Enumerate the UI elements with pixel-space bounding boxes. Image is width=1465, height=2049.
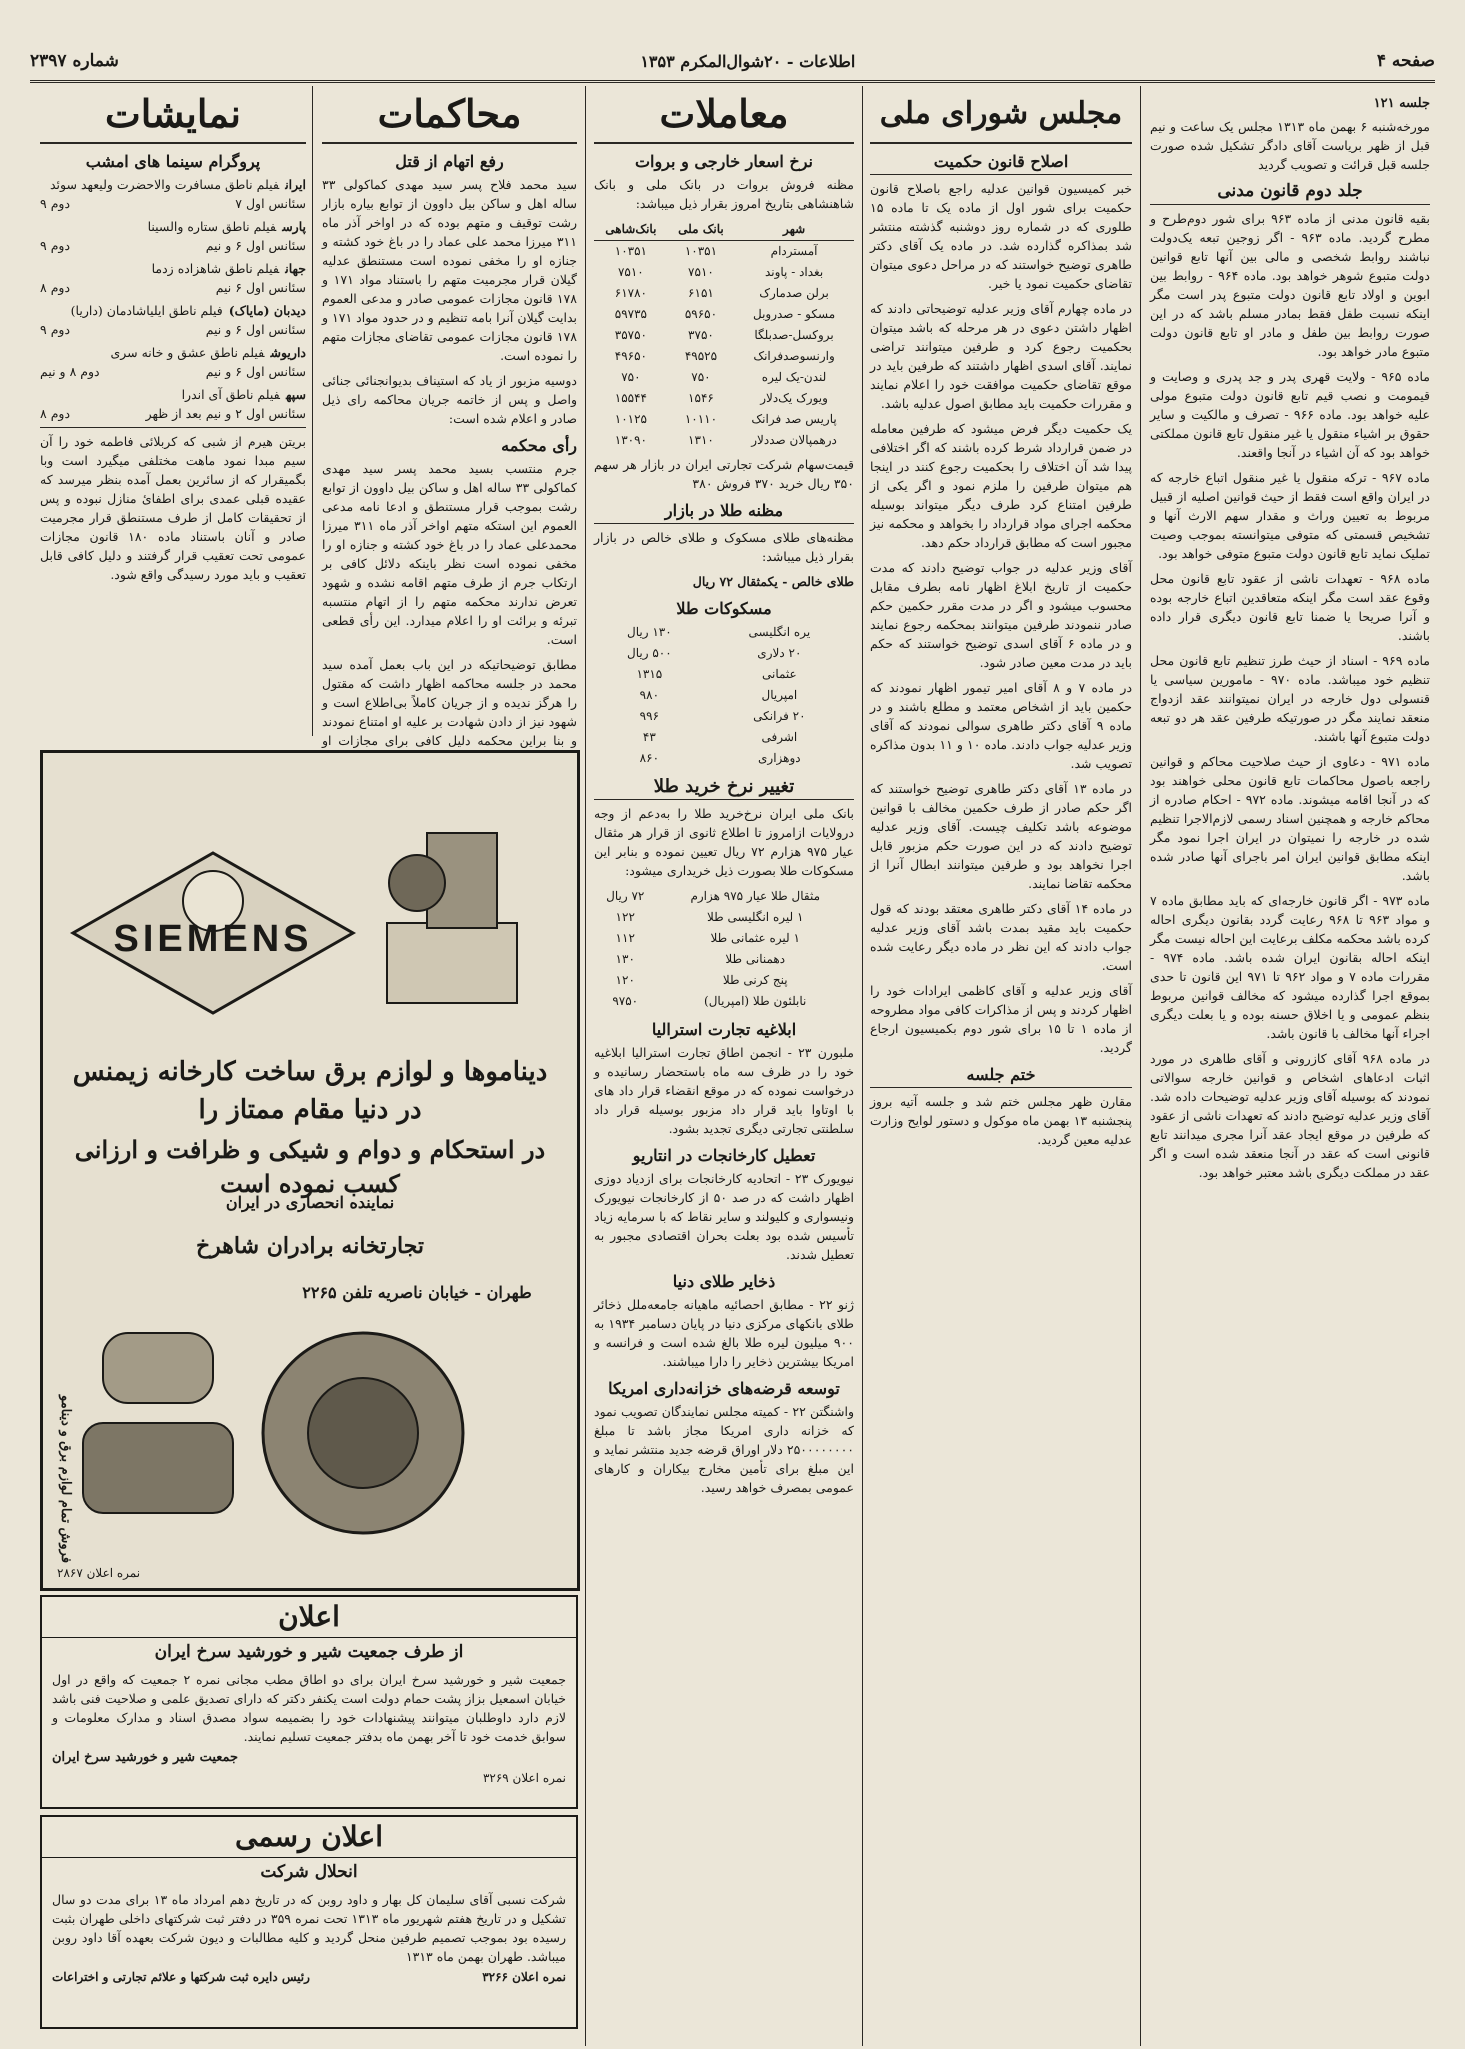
notice-body: جمعیت شیر و خورشید سرخ ایران برای دو اطاق مطب مجانی نمره ۲ جمعیت که واقع در اول خیابان اسمعیل بزاز پشت حمام دولت است یکنفر دکتر که دارای تصدیق علمی و صلاحیت فنی باشد لازم دارد داوطلبان میتوانند پیشنهادات خود را بضمیمه سواد مصدق اسناد و مدارک معلومات و سوابق خدمت خود تا آخر بهمن ماه بدفتر جمعیت تسلیم نمایند.	[52, 1672, 566, 1744]
table-row	[594, 685, 854, 706]
table-cell: نابلئون طلا (امپریال)	[704, 994, 807, 1008]
table-row	[594, 907, 854, 928]
exchange-rates-table	[594, 219, 854, 451]
table-row	[594, 643, 854, 664]
gold-change-table	[594, 886, 854, 1012]
majlis-column-a	[1150, 86, 1430, 2046]
table-cell: ۷۵۰	[691, 370, 711, 384]
cinema-entry	[40, 217, 306, 255]
table-row	[594, 346, 854, 367]
exchange-rates-intro: مظنه فروش بروات در بانک ملی و بانک شاهنشاهی بتاریخ امروز بقرار ذیل میباشد:	[594, 177, 854, 211]
showtime: دوم ۹	[40, 196, 71, 211]
session-intro: مورخه‌شنبه ۶ بهمن ماه ۱۳۱۳ مجلس یک ساعت و نیم قبل از ظهر بریاست آقای دادگر تشکیل شده صورت جلسه قبل قرائت و تصویب گردید	[1150, 119, 1430, 172]
world-gold-text: ژنو ۲۲ - مطابق احصائیه ماهیانه جامعه‌ملل ذخائر طلای بانکهای مرکزی دنیا در پایان دسامبر ۱۹۳۴ به ۹۰۰ میلیون لیره طلا بالغ شده است و فرانسه و امریکا بیشترین ذخایر را دارا میباشند.	[594, 1297, 855, 1369]
table-cell: ۱۳۱۰	[688, 433, 714, 447]
table-cell: ۱۲۲	[615, 910, 635, 924]
table-cell: مسکو - صدروبل	[752, 307, 836, 321]
shows-title: نمایشات	[40, 86, 306, 144]
showtime: سئانس اول ۶ و نیم	[205, 238, 306, 253]
table-cell: ۳۵۷۵۰	[614, 328, 647, 342]
cinema-entry	[40, 301, 306, 339]
showtime: دوم ۸ و نیم	[40, 364, 100, 379]
table-cell: بغداد - پاوند	[764, 265, 824, 279]
table-cell: ۱۱۲	[615, 931, 635, 945]
table-cell: ۷۵۱۰	[688, 265, 714, 279]
table-row	[594, 949, 854, 970]
cinema-film: فیلم ناطق ستاره والسینا	[147, 219, 277, 234]
masthead	[30, 42, 1435, 83]
brand-name: SIEMENS	[113, 918, 313, 960]
trials-title: محاکمات	[322, 86, 577, 144]
table-cell: ۶۱۷۸۰	[614, 286, 647, 300]
table-row	[594, 664, 854, 685]
us-debt-heading: توسعه قرضه‌های خزانه‌داری امریکا	[608, 1379, 840, 1398]
majlis-text: در ماده ۱۴ آقای دکتر طاهری معتقد بودند که قول حکمیت باید مقید بمدت باشد آقای وزیر عدلیه جواب دادند که این نظر در ماده دیگر رعایت شده است.	[870, 901, 1132, 973]
table-row	[594, 991, 854, 1012]
table-cell: ۱۵۵۴۴	[614, 391, 647, 405]
table-cell: دهمنانی طلا	[725, 952, 786, 966]
table-cell: پنج کرنی طلا	[722, 973, 788, 987]
generator-illustration-icon	[63, 1313, 523, 1543]
majlis-column-b	[870, 86, 1132, 2046]
trial-text: جرم منتسب بسید محمد پسر سید مهدی کماکولی ۳۳ ساله اهل و ساکن بیل داوون از توابع رشت بموجب قرار مستنطق و ادعا نامه مدعی العموم این استکه متهم اواخر آذر ماه ۳۱۱ میرزا محمدعلی عماد را در باغ خود کشته و جنازه او را مخفی نموده است نظر باینکه دلائل کافی بر ارتکاب جرم از طرف متهم اقامه نشده و شهود تعرض ندارند محکمه متهم را از اتهام منتسبه تبرئه و برائت او را اعلام میدارد. این رأی قطعی است.	[322, 461, 577, 647]
cinema-film: فیلم ناطق مسافرت والاحضرت ولیعهد سوئد	[50, 177, 280, 192]
table-row	[594, 430, 854, 451]
table-cell: اشرفی	[761, 730, 798, 744]
ad-number: نمره اعلان ۲۸۶۷	[57, 1566, 141, 1580]
coins-table	[594, 622, 854, 769]
notice-body: شرکت نسبی آقای سلیمان کل بهار و داود روبن که در تاریخ دهم امرداد ماه ۱۳ برای مدت دو سال تشکیل و در تاریخ هفتم شهریور ماه ۱۳۱۳ تحت نمره ۳۵۹ در دفتر ثبت شرکتهای داخلی طهران بثبت رسیده بود بموجب تصمیم طرفین منحل گردید و کلیه مطالبات و دیون شرکت بعهده آقا داود روبن میباشد. طهران بهمن ماه ۱۳۱۳	[52, 1892, 566, 1964]
cinema-film: فیلم ناطق شاهزاده زدما	[151, 261, 280, 276]
gold-change-heading: تغییر نرخ خرید طلا	[594, 777, 854, 800]
showtime: دوم ۹	[40, 238, 71, 253]
page-number: صفحه ۴	[1376, 51, 1435, 71]
table-cell: ۷۵۱۰	[617, 265, 644, 279]
table-cell: امپریال	[761, 688, 798, 702]
gold-change-text: بانک ملی ایران نرخ‌خرید طلا را به‌دعم از وجه درولایات ازامروز تا اطلاع ثانوی از قرار هر مثقال عیار ۹۷۵ هزارم ۷۲ ریال تعیین نموده و بنابر این مسکوکات طلا بصورت ذیل خریداری میشود:	[594, 806, 854, 878]
trials-column	[322, 86, 578, 748]
table-cell: ۱۳۱۵	[636, 667, 663, 681]
notice-title: اعلان رسمی	[42, 1817, 576, 1858]
table-cell: ۵۰۰ ریال	[627, 646, 672, 660]
transactions-column	[594, 86, 854, 2046]
table-row	[594, 748, 854, 769]
table-cell: لندن-یک لیره	[761, 370, 827, 384]
table-row	[594, 388, 854, 409]
cinema-name: دیدبان (مایاک)	[228, 303, 306, 318]
majlis-text: در ماده ۹۶۸ آقای کازرونی و آقای طاهری در مورد اثبات ادعاهای اشخاص و قوانین خارجه سوالاتی نمودند که بوسیله آقای وزیر عدلیه توضیحات داده شد. آقای وزیر عدلیه توضیح دادند که تعهدات ناشی از عقود که طرفین در موقع ایجاد عقد آنرا مجری میدانند تابع قانونی است که عقد در آنجا منعقد شده است و اگر عقد در مملکت دیگری باشد معتبر خواهد بود.	[1150, 1051, 1430, 1180]
session-number: جلسه ۱۲۱	[1373, 96, 1430, 111]
ad-side-text: فروش تمام لوازم برق و دینامو	[58, 1394, 73, 1563]
cinema-list	[40, 175, 306, 423]
majlis-text: ماده ۹۶۵ - ولایت قهری پدر و جد پدری و وصایت و قیمومت و نصب قیم تابع قانون دولت متبوع مولی علیه خواهد بود. ماده ۹۶۶ - تصرف و مالکیت و سایر حقوق بر اشیاء منقول یا غیر منقول تابع قانون مملکتی خواهد بود که آن اشیاء در آنجا واقعند.	[1150, 369, 1431, 460]
cinema-entry	[40, 385, 306, 423]
table-row	[594, 727, 854, 748]
masthead-date: اطلاعات - ۲۰شوال‌المکرم ۱۳۵۳	[640, 51, 856, 71]
table-cell: ۱۳۰۹۰	[614, 433, 647, 447]
cinema-entry	[40, 175, 306, 213]
notice-subtitle: از طرف جمعیت شیر و خورشید سرخ ایران	[154, 1642, 464, 1662]
cinema-name: داریوش	[270, 345, 306, 360]
ad-address: طهران - خیابان ناصریه تلفن ۲۲۶۵	[302, 1283, 532, 1302]
table-header-cell: شهر	[734, 219, 854, 241]
showtime: سئانس اول ۲ و نیم بعد از ظهر	[145, 406, 306, 421]
notice-signature: جمعیت شیر و خورشید سرخ ایران	[52, 1750, 239, 1765]
majlis-text: ماده ۹۷۳ - اگر قانون خارجه‌ای که باید مطابق ماده ۷ و مواد ۹۶۳ تا ۹۶۸ رعایت گردد بقانون دیگری احاله کرده باشد محکمه مکلف برعایت این احاله نیست مگر اینکه احاله بقانون ایران شده باشد. ماده ۹۷۴ - مقررات ماده ۷ و مواد ۹۶۲ تا ۹۷۱ این قانون تا حدی بموقع اجرا گذارده میشود که مخالف قوانین مربوط بنظم عمومی و یا اخلاق حسنه بوده و یا بعلت دیگری اجراء آنها مخالف با قانون باشد.	[1150, 893, 1431, 1041]
world-gold-heading: ذخایر طلای دنیا	[672, 1272, 776, 1291]
table-cell: ۹۸۰	[639, 688, 660, 702]
table-cell: ۲۰ دلاری	[757, 646, 802, 660]
australia-text: ملبورن ۲۳ - انجمن اطاق تجارت استرالیا ابلاغیه خود را در ظرف سه ماه باستحضار رسانیده و درخواست نموده که در موقع انقضاء قرار داد های با اوتاوا باید قرار داد مزبور بوسیله قرار داد سلطنتی تجارتی دیگری تجدید بشود.	[594, 1045, 854, 1136]
table-cell: یره انگلیسی	[748, 625, 811, 639]
dynamo-machine-icon	[357, 793, 537, 1023]
majlis-text: یک حکمیت دیگر فرض میشود که طرفین معامله در ضمن قرارداد شرط کرده باشند که اگر اختلافی پیدا شد آن اختلاف را بحکمیت رجوع کنند در اینجا هم میتوان طرفین را ملزم نمود و اگر یکی از طرفین امتناع کرد طرف دیگر میتواند بوسیله محکمه اجرای مواد قرارداد را بخواهد و محکمه نیز مجبور است که مطابق قرارداد حکم دهد.	[870, 421, 1132, 550]
table-cell: پاریس صد فرانک	[751, 412, 837, 426]
showtime: سئانس اول ۷	[235, 196, 306, 211]
table-cell: عثمانی	[761, 667, 797, 681]
factories-text: نیویورک ۲۳ - اتحادیه کارخانجات برای ازدیاد دوزی اظهار داشت که در صد ۵۰ از کارخانجات نیویورک ونیسواری و کلیولند و سایر نقاط که با سرمایه زیاد تأسیس شده بود بعلت بحران اقتصادی مجبور به تعطیل شدند.	[594, 1171, 854, 1262]
issue-number: شماره ۲۳۹۷	[30, 51, 119, 71]
table-cell: ۵۹۶۵۰	[684, 307, 718, 321]
cinema-film: فیلم ناطق عشق و خانه سری	[110, 345, 265, 360]
notice-number: نمره اعلان ۳۲۶۶	[482, 1970, 566, 1984]
cinema-name: پارس	[282, 219, 306, 234]
table-cell: ۴۳	[642, 730, 656, 744]
majlis-text: آقای وزیر عدلیه در جواب توضیح دادند که مدت حکمیت از تاریخ ابلاغ اظهار نامه بطرف مقابل محسوب میشود و اگر در مدت مقرر حکمین حکم صادر ننمودند طرفین میتوانند بمحکمه رجوع نمایند و در ماده ۶ آقای اسدی توضیح خواستند که حکم باید در مدت معین صادر شود.	[870, 560, 1133, 670]
table-row	[594, 304, 854, 325]
majlis-text: بقیه قانون مدنی از ماده ۹۶۳ برای شور دوم‌طرح و مطرح گردید. ماده ۹۶۳ - اگر زوجین تبعه یک‌دولت نباشند روابط شخصی و مالی بین آنها تابع قوانین دولت متبوع شوهر خواهد بود. ماده ۹۶۴ - روابط بین ابوین و اولاد تابع قانون دولت متبوع پدر است مگر اینکه نسبت طفل فقط بمادر مسلم باشد که در این صورت روابط بین طفل و مادر او تابع قانون دولت متبوع مادر خواهد بود.	[1150, 211, 1430, 359]
siemens-advertisement	[40, 750, 580, 1591]
notice-signature: رئیس دایره ثبت شرکتها و علائم تجارتی و اختراعات	[52, 1970, 310, 1984]
cinema-program-heading: پروگرام سینما های امشب	[85, 152, 261, 171]
red-lion-sun-notice	[40, 1595, 578, 1809]
ad-headline: دینامو‌ها و لوازم برق ساخت کارخانه زیمنس در دنیا مقام ممتاز را	[72, 1057, 548, 1125]
table-cell: ویورک یک‌دلار	[760, 391, 828, 405]
table-cell: ۲۰ فرانکی	[753, 709, 806, 723]
table-row	[594, 325, 854, 346]
company-dissolution-notice	[40, 1815, 578, 2029]
majlis-text: در ماده ۱۳ آقای دکتر طاهری توضیح خواستند که اگر حکم صادر از طرف حکمین مخالف با قوانین موضوعه باشد تکلیف چیست. آقای وزیر عدلیه توضیح دادند که در این صورت حکم مزبور قابل اجرا نخواهد بود و طرفین میتوانند ابطال آنرا از محکمه تقاضا نمایند.	[870, 781, 1132, 891]
showtime: سئانس اول ۶ و نیم	[205, 322, 306, 337]
table-cell: ۷۵۰	[621, 370, 641, 384]
trial-text: مطابق توضیحاتیکه در این باب بعمل آمده سید محمد در جلسه محاکمه اظهار داشت که مقتول را هرگز ندیده و از جریان کاملاً بی‌اطلاع است و شهود نیز از دادن شهادت بر علیه او امتناع نمودند و بنا براین محکمه دلیل کافی برای مجازات او	[322, 657, 577, 748]
table-cell: ۱۳۰ ریال	[627, 625, 672, 639]
table-cell: ۱۵۴۶	[688, 391, 714, 405]
notice-number: نمره اعلان ۳۲۶۹	[482, 1771, 566, 1785]
table-row	[594, 283, 854, 304]
majlis-text: آقای وزیر عدلیه و آقای کاظمی ایرادات خود را اظهار کردند و پس از مذاکرات کافی مواد مطروحه از ماده ۱ تا ۱۵ برای شور دوم بکمیسیون ارجاع گردید.	[870, 983, 1133, 1055]
table-cell: ۶۱۵۱	[688, 286, 714, 300]
siemens-logo-graphic	[63, 843, 363, 1023]
table-cell: ۱۰۱۱۰	[684, 412, 718, 426]
table-header-cell: بانک ملی	[668, 219, 734, 241]
table-row	[594, 409, 854, 430]
transactions-title: معاملات	[594, 86, 854, 144]
verdict-heading: رأی محکمه	[501, 436, 577, 455]
showtime: سئانس اول ۶ نیم	[215, 280, 306, 295]
table-row	[594, 367, 854, 388]
table-cell: ۵۹۷۳۵	[614, 307, 647, 321]
showtime: دوم ۸	[40, 406, 71, 421]
table-cell: ۴۹۶۵۰	[614, 349, 647, 363]
majlis-text: مقارن ظهر مجلس ختم شد و جلسه آتیه بروز پنجشنبه ۱۳ بهمن ماه موکول و دستور لوایح وزارت عدلیه معین گردید.	[870, 1094, 1132, 1147]
majlis-text: در ماده ۷ و ۸ آقای امیر تیمور اظهار نمودند که حکمین باید از اشخاص معتمد و مطلع باشند و در ماده ۹ آقای دکتر طاهری سوالی نمودند که آقای وزیر عدلیه جواب دادند. ماده ۱۰ و ۱۱ بدون مذاکره تصویب شد.	[870, 680, 1133, 771]
cinema-film: فیلم ناطق آی اندرا	[181, 387, 280, 402]
majlis-text: ماده ۹۶۷ - ترکه منقول یا غیر منقول اتباع خارجه که در ایران واقع است فقط از حیث قوانین اصلیه از قبیل مربوط به تعیین وراث و مقدار سهم الارث آنها و تشخیص قسمتی که متوفی میتوانسته بموجب وصیت تملیک نماید تابع قانون دولت متبوع متوفی خواهد بود.	[1150, 470, 1431, 561]
table-header-cell: بانک‌شاهی	[594, 219, 668, 241]
shows-column	[40, 86, 306, 736]
table-cell: ۹۹۶	[639, 709, 660, 723]
table-cell: ۱ لیره انگلیسی طلا	[707, 910, 804, 924]
showtime: دوم ۸	[40, 280, 71, 295]
cinema-film: فیلم ناطق ایلیاشادمان (داریا)	[70, 303, 223, 318]
cinema-name: سپه	[285, 387, 306, 402]
trial-text: دوسیه مزبور از یاد که استیناف بدیوانجنائی جنائی واصل و پس از خاتمه جریان محاکمه رای ذیل صادر و اعلام شده است:	[322, 373, 577, 426]
table-row	[594, 928, 854, 949]
table-cell: ۱ لیره عثمانی طلا	[710, 931, 800, 945]
majlis-section-title: مجلس شورای ملی	[870, 86, 1132, 144]
table-row	[594, 262, 854, 283]
cinema-name: جهان	[285, 261, 306, 276]
column-rule	[1140, 86, 1141, 2046]
majlis-text: خبر کمیسیون قوانین عدلیه راجع باصلاح قانون حکمیت برای شور اول از ماده یک تا ماده ۱۵ طلوری که در شماره روز دوشنبه گذشته منتشر شد بمذاکره گذارده شد. در ماده یک آقای دکتر طاهری توضیح خواستند که در مراحل دعوی میتوان تقاضای حکمیت نمود یا خیر.	[870, 181, 1132, 291]
table-row	[594, 241, 854, 263]
column-rule	[312, 86, 313, 736]
majlis-text: در ماده چهارم آقای وزیر عدلیه توضیحاتی دادند که اظهار داشتن دعوی در هر مرحله که باشد میتوان بحکمیت رجوع کرد و طرفین میتوانند تراضی نمایند. آقای اسدی اظهار داشتند که طرفین باید در موقع تقاضای حکمیت موافقت خود را اعلام نمایند و مقررات حکمیت باید مطابق اصول عدلیه باشد.	[870, 301, 1132, 411]
coins-heading: مسکوکات طلا	[676, 599, 772, 618]
table-cell: ۴۹۵۲۵	[684, 349, 718, 363]
exchange-rates-heading: نرخ اسعار خارجی و بروات	[634, 152, 814, 171]
majlis-text: ماده ۹۶۹ - اسناد از حیث طرز تنظیم تابع قانون محل تنظیم خود میباشد. ماده ۹۷۰ - مامورین سیاسی یا قنسولی دول خارجه در ایران نمیتوانند عقد ازدواج منعقد نمایند مگر در صورتیکه طرفین عقد هر دو تبعه دولت متبوع آنها باشند.	[1150, 653, 1431, 744]
majlis-text: ماده ۹۷۱ - دعاوی از حیث صلاحیت محاکم و قوانین راجعه باصول محاکمات تابع قانون محلی خواهند بود که در آنجا اقامه میشوند. ماده ۹۷۲ - احکام صادره از محاکم خارجه و همچنین اسناد رسمی لازم‌الاجرا تنظیم شده در خارجه را نمیتوان در ایران اجرا نمود مگر اینکه مطابق قوانین ایران امر باجرای آنها صادر شده باشد.	[1150, 754, 1430, 883]
cinema-entry	[40, 259, 306, 297]
table-cell: ۱۲۰	[615, 973, 635, 987]
table-cell: دوهزاری	[758, 751, 801, 765]
gold-intro: مظنه‌های طلای مسکوک و طلای خالص در بازار بقرار ذیل میباشد:	[594, 530, 854, 564]
table-row	[594, 622, 854, 643]
table-cell: آمستردام	[770, 244, 818, 258]
table-cell: ۱۳۰	[615, 952, 635, 966]
table-cell: ۱۰۳۵۱	[684, 244, 718, 258]
table-cell: مثقال طلا عیار ۹۷۵ هزارم	[690, 889, 820, 903]
showtime: دوم ۹	[40, 322, 71, 337]
majlis-text: ماده ۹۶۸ - تعهدات ناشی از عقود تابع قانون محل وقوع عقد است مگر اینکه متعاقدین اتباع خارجه بوده و آنرا صریحا یا ضمنا تابع قانون دیگری قرار داده باشند.	[1150, 571, 1430, 643]
gold-heading: مظنه طلا در بازار	[594, 501, 854, 524]
table-cell: ۷۲ ریال	[606, 889, 645, 903]
ad-tagline: در استحکام و دوام و شیکی و ظرافت و ارزانی کسب نموده است	[74, 1135, 546, 1198]
australia-heading: ابلاغیه تجارت استرالیا	[651, 1020, 797, 1039]
table-cell: ۸۶۰	[639, 751, 660, 765]
table-row	[594, 970, 854, 991]
table-cell: بروکسل-صدبلگا	[754, 328, 834, 342]
factories-heading: تعطیل کارخانجات در انتاریو	[632, 1146, 816, 1165]
cinema-entry	[40, 343, 306, 381]
table-cell: ۱۰۱۲۵	[614, 412, 647, 426]
table-cell: وارنسوصدفرانک	[753, 349, 835, 363]
table-cell: ۱۰۳۵۱	[614, 244, 647, 258]
us-debt-text: واشنگتن ۲۲ - کمیته مجلس نمایندگان تصویب نمود که خزانه داری امریکا مجاز باشد تا مبلغ ۲۵۰۰۰۰۰۰۰۰ دلار اوراق قرضه جدید منتشر نماید و این مبلغ برای تأمین مخارج بیکاران و کارهای عمومی بمصرف خواهد رسید.	[594, 1404, 855, 1495]
arbitration-heading: اصلاح قانون حکمیت	[870, 152, 1132, 175]
showtime: سئانس اول ۶ و نیم	[205, 364, 306, 379]
shows-note: بریتن هیرم از شبی که کربلائی فاطمه خود را آن سیم مبدا نمود ماهت مختلفی میگیرد است وبا بگمیقرار که از سائرین بعمل آمده بنظر میرسد که عقیده قبلی عمدی برای اطفائ منازل نبوده و پس از تحقیقات کامل از طرف مستنطق قرار مجرمیت صادر و آنان باستناد ماده ۱۸۰ قانون مجازات عمومی تحت تعقیب قرار گرفتند و دلیل کافی قابل تعقیب و باید مورد رسیدگی واقع شود.	[40, 427, 306, 584]
column-rule	[862, 86, 863, 2046]
acquittal-heading: رفع اتهام از قتل	[395, 152, 504, 171]
notice-title: اعلان	[42, 1597, 576, 1638]
table-row	[594, 886, 854, 907]
table-cell: برلن صدمارک	[759, 286, 829, 300]
table-row	[594, 706, 854, 727]
pure-gold: طلای خالص - یکمثقال ۷۲ ریال	[692, 574, 854, 589]
table-cell: ۳۷۵۰	[688, 328, 714, 342]
civil-code-heading: جلد دوم قانون مدنی	[1150, 182, 1430, 205]
session-end-heading: ختم جلسه	[870, 1065, 1132, 1088]
ad-company-name: تجارتخانه برادران شاهرخ	[195, 1233, 425, 1259]
table-cell: ۹۷۵۰	[612, 994, 639, 1008]
trial-text: سید محمد فلاح پسر سید مهدی کماکولی ۳۳ ساله اهل و ساکن بیل داوون از توابع بیاره بازار رشت توقیف و متهم بوده که در اواخر آذر ماه ۳۱۱ میرزا محمد علی عماد را در باغ خود کشته و جنازه او را مخفی نموده است مستنطق عدلیه گیلان قرار مجرمیت متهم را باستناد مواد ۱۷۱ و ۱۷۸ قانون مجازات عمومی صادر و مدعی العموم بدایت گیلان آنرا بامه تنظیم و در حدود مواد ۱۷۱ و ۱۷۸ قانون مجازات عمومی تقاضای مجازات متهم را نموده است.	[322, 177, 578, 363]
cinema-name: ایران	[285, 177, 306, 192]
ad-representative-label: نماینده انحصاری در ایران	[225, 1193, 395, 1212]
shares-note: قیمت‌سهام شرکت تجارتی ایران در بازار هر سهم ۳۵۰ ریال خرید ۳۷۰ فروش ۳۸۰	[594, 457, 854, 491]
notice-subtitle: انحلال شرکت	[260, 1862, 358, 1882]
column-rule	[585, 86, 586, 2046]
table-cell: درهمپالان صددلار	[751, 433, 837, 447]
